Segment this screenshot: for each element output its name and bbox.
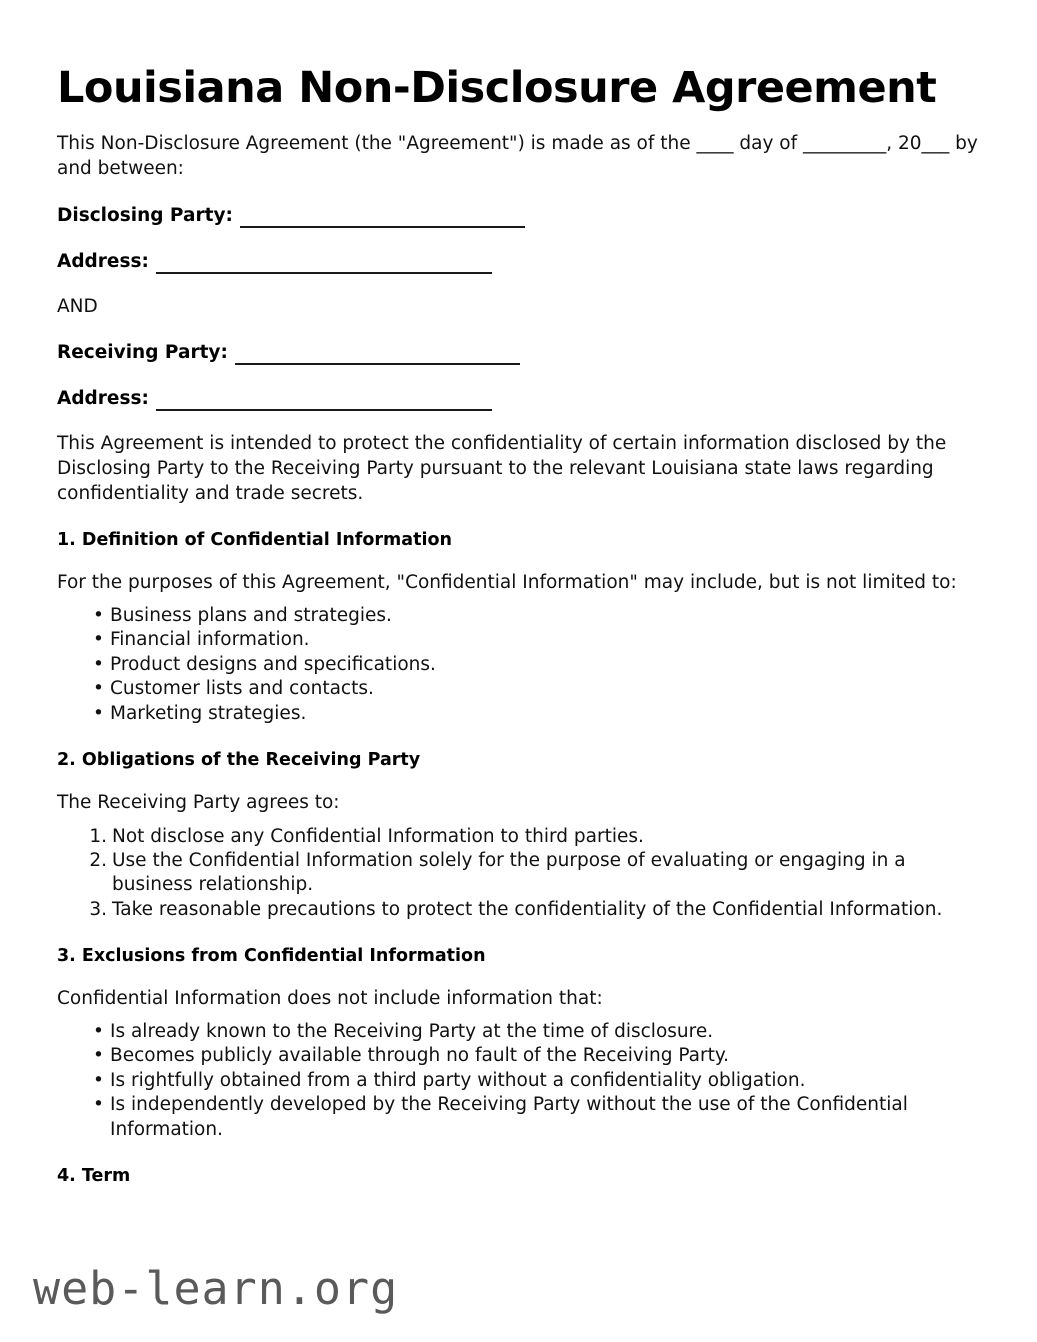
list-item: • Becomes publicly available through no fault of the Receiving Party. [57, 1044, 979, 1068]
receiving-address-blank[interactable] [156, 394, 492, 411]
section-intro-3: Confidential Information does not include information that: [57, 988, 603, 1010]
list-item: • Marketing strategies. [57, 702, 979, 726]
section-heading-4: 4. Term [57, 1165, 131, 1186]
receiving-party-blank[interactable] [235, 348, 520, 365]
list-item: • Customer lists and contacts. [57, 677, 979, 701]
section-heading-3: 3. Exclusions from Confidential Information [57, 946, 486, 967]
section-list-1 [57, 596, 979, 726]
list-item: • Is already known to the Receiving Party at the time of disclosure. [57, 1020, 979, 1044]
list-item: • Is rightfully obtained from a third party without a confidentiality obligation. [57, 1069, 979, 1093]
list-item: Not disclose any Confidential Information to third parties. [112, 825, 644, 847]
and-conjunction: AND [57, 295, 98, 317]
disclosing-address-label: Address: [57, 250, 149, 272]
receiving-party-field[interactable] [57, 319, 979, 365]
purpose-paragraph: This Agreement is intended to protect the confidentiality of certain information disclosed by the Disclosing Party to the Receiving Party pursuant to the relevant Louisiana state laws regarding confidentiality and trade secrets. [57, 432, 947, 504]
section-intro-1: For the purposes of this Agreement, "Confidential Information" may include, but is not limited to: [57, 572, 957, 594]
list-item: • Is independently developed by the Receiving Party without the use of the Confidential Information. [57, 1093, 979, 1142]
receiving-party-label: Receiving Party: [57, 341, 228, 363]
site-watermark: web-learn.org [33, 1262, 399, 1315]
list-item: Take reasonable precautions to protect the confidentiality of the Confidential Information. [112, 898, 943, 920]
page-title: Louisiana Non-Disclosure Agreement [57, 63, 937, 113]
section-list-2 [57, 816, 979, 923]
disclosing-party-label: Disclosing Party: [57, 204, 233, 226]
list-item: • Business plans and strategies. [57, 604, 979, 628]
receiving-address-field[interactable] [57, 365, 979, 411]
disclosing-address-field[interactable] [57, 228, 979, 274]
list-item: • Financial information. [57, 628, 979, 652]
disclosing-party-field[interactable] [57, 182, 979, 228]
section-heading-1: 1. Definition of Confidential Information [57, 530, 452, 551]
list-item: • Product designs and specifications. [57, 653, 979, 677]
receiving-address-label: Address: [57, 387, 149, 409]
section-list-3 [57, 1012, 979, 1142]
disclosing-party-blank[interactable] [240, 211, 525, 228]
intro-paragraph: This Non-Disclosure Agreement (the "Agreement") is made as of the ____ day of _________, 20___ by and between: [57, 133, 978, 179]
disclosing-address-blank[interactable] [156, 257, 492, 274]
section-heading-2: 2. Obligations of the Receiving Party [57, 749, 421, 770]
document-content [57, 0, 979, 1188]
list-item: Use the Confidential Information solely for the purpose of evaluating or engaging in a business relationship. [112, 850, 906, 896]
section-intro-2: The Receiving Party agrees to: [57, 791, 340, 813]
